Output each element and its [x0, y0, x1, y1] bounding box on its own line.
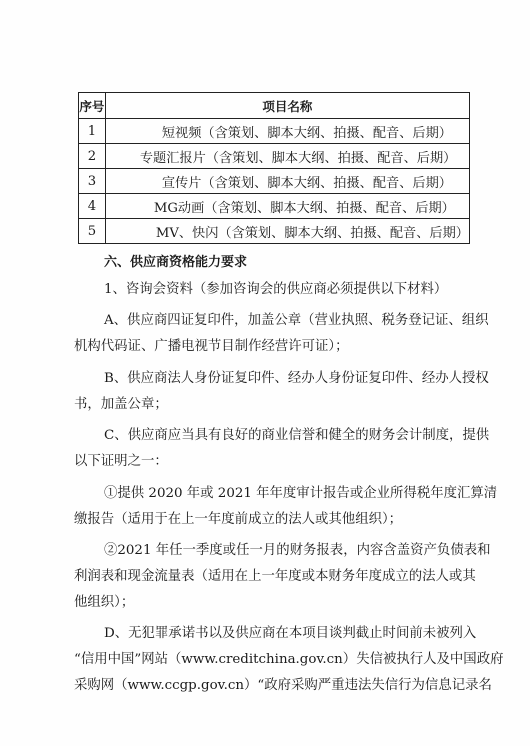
paragraph-a-line-1: A、供应商四证复印件，加盖公章（营业执照、税务登记证、组织 — [104, 313, 489, 328]
row-project-name: MG动画（含策划、脚本大纲、拍摄、配音、后期） — [105, 194, 469, 219]
paragraph-c-line-1: C、供应商应当具有良好的商业信誉和健全的财务会计制度，提供 — [104, 428, 490, 443]
row-number: 4 — [79, 194, 106, 219]
paragraph-d-line-3: 采购网（www.ccgp.gov.cn）“政府采购严重违法失信行为信息记录名 — [74, 678, 492, 693]
paragraph-consultation-materials: 1、咨询会资料（参加咨询会的供应商必须提供以下材料） — [104, 282, 448, 297]
table-row — [79, 219, 470, 244]
table-row — [79, 119, 470, 144]
row-number: 1 — [79, 119, 106, 144]
item-2-line-1: ②2021 年任一季度或任一月的财务报表，内容含盖资产负债表和 — [104, 543, 491, 558]
table-row — [79, 194, 470, 219]
item-1-line-1: ①提供 2020 年或 2021 年年度审计报告或企业所得税年度汇算清 — [104, 486, 498, 501]
row-number: 5 — [79, 219, 106, 244]
row-project-name: 专题汇报片（含策划、脚本大纲、拍摄、配音、后期） — [105, 144, 469, 169]
table-row — [79, 144, 470, 169]
column-header-number: 序号 — [79, 93, 106, 119]
item-2-line-2: 利润表和现金流量表（适用在上一年度或本财务年度成立的法人或其 — [74, 569, 476, 584]
table-header-row — [79, 93, 470, 119]
row-number: 3 — [79, 169, 106, 194]
table-row — [79, 169, 470, 194]
column-header-project-name: 项目名称 — [105, 93, 469, 119]
paragraph-c-line-2: 以下证明之一： — [74, 454, 168, 469]
paragraph-b-line-2: 书，加盖公章； — [74, 397, 168, 412]
item-1-line-2: 缴报告（适用于在上一年度前成立的法人或其他组织）； — [74, 512, 403, 527]
paragraph-d-line-1: D、无犯罪承诺书以及供应商在本项目谈判截止时间前未被列入 — [104, 626, 477, 641]
item-2-line-3: 他组织）； — [74, 595, 135, 610]
row-project-name: 宣传片（含策划、脚本大纲、拍摄、配音、后期） — [105, 169, 469, 194]
project-table — [78, 92, 470, 244]
row-number: 2 — [79, 144, 106, 169]
row-project-name: MV、快闪（含策划、脚本大纲、拍摄、配音、后期） — [105, 219, 469, 244]
row-project-name: 短视频（含策划、脚本大纲、拍摄、配音、后期） — [105, 119, 469, 144]
section-heading: 六、供应商资格能力要求 — [104, 255, 248, 270]
paragraph-d-line-2: “信用中国”网站（www.creditchina.gov.cn）失信被执行人及中国政府 — [74, 652, 504, 667]
paragraph-b-line-1: B、供应商法人身份证复印件、经办人身份证复印件、经办人授权 — [104, 371, 489, 386]
paragraph-a-line-2: 机构代码证、广播电视节目制作经营许可证）； — [74, 339, 349, 354]
